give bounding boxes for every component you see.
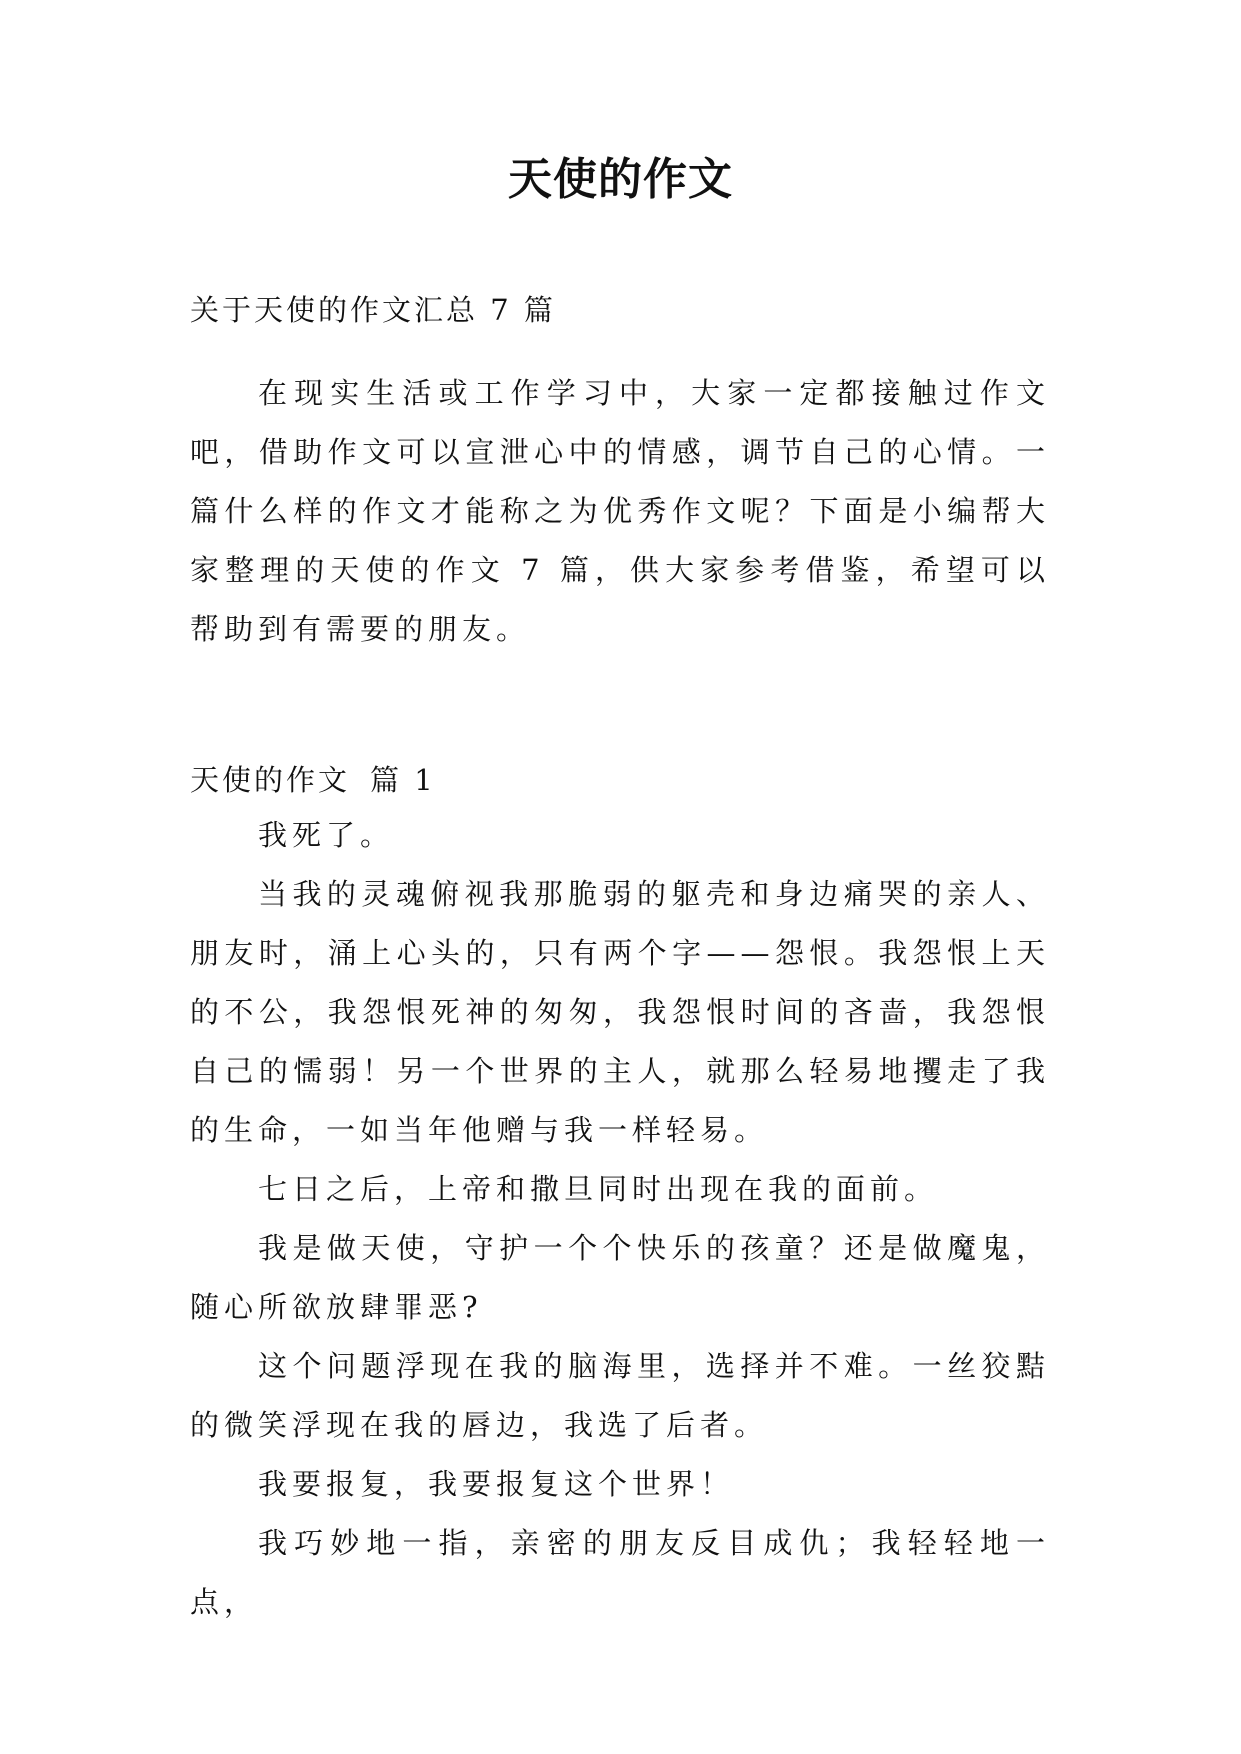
body-paragraph: 七日之后，上帝和撒旦同时出现在我的面前。	[258, 1172, 939, 1206]
body-paragraph: 我死了。	[258, 818, 395, 852]
body-paragraph: 我是做天使，守护一个个快乐的孩童？还是做魔鬼，随心所欲放肆罪恶?	[190, 1231, 1050, 1324]
body-paragraph: 这个问题浮现在我的脑海里，选择并不难。一丝狡黠的微笑浮现在我的唇边，我选了后者。	[190, 1349, 1050, 1442]
body-paragraph: 我巧妙地一指，亲密的朋友反目成仇；我轻轻地一点，	[190, 1526, 1050, 1619]
section-heading-number: 篇 1	[370, 763, 436, 797]
document-subtitle: 关于天使的作文汇总 7 篇	[190, 293, 556, 327]
section-heading	[190, 760, 436, 800]
document-title: 天使的作文	[508, 154, 733, 205]
body-paragraph: 我要报复，我要报复这个世界！	[258, 1467, 735, 1501]
intro-paragraph: 在现实生活或工作学习中，大家一定都接触过作文吧，借助作文可以宣泄心中的情感，调节自己的心情。一篇什么样的作文才能称之为优秀作文呢？下面是小编帮大家整理的天使的作文 7 篇，供大家参考借鉴，希望可以帮助到有需要的朋友。	[190, 376, 1050, 646]
section-heading-title: 天使的作文	[190, 763, 351, 797]
body-paragraph: 当我的灵魂俯视我那脆弱的躯壳和身边痛哭的亲人、朋友时，涌上心头的，只有两个字——怨恨。我怨恨上天的不公，我怨恨死神的匆匆，我怨恨时间的吝啬，我怨恨自己的懦弱！另一个世界的主人，就那么轻易地攫走了我的生命，一如当年他赠与我一样轻易。	[190, 877, 1050, 1147]
